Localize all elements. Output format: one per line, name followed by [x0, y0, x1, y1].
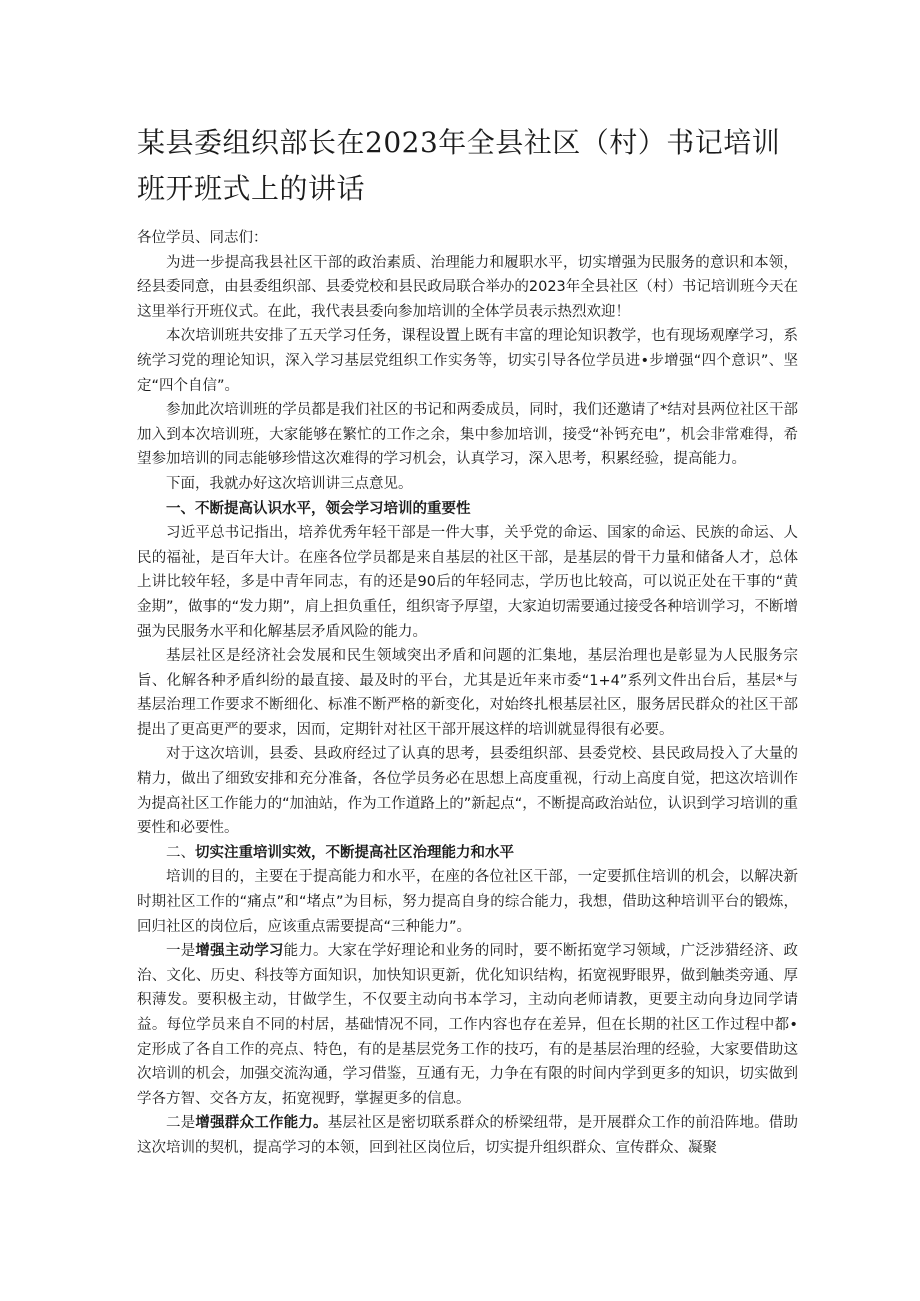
paragraph-participants: 参加此次培训班的学员都是我们社区的书记和两委成员，同时，我们还邀请了*结对县两位社区干部加入到本次培训班，大家能够在繁忙的工作之余，集中参加培训，接受“补钙充电”，机会非常难得，希望参加培训的同志能够珍惜这次难得的学习机会，认真学习，深入思考，积累经验，提高能力。 — [137, 402, 798, 468]
section-heading-2-number: 二、 — [166, 844, 195, 861]
paragraph-intro: 为进一步提高我县社区干部的政治素质、治理能力和履职水平，切实增强为民服务的意识和本领，经县委同意，由县委组织部、县委党校和县民政局联合举办的2023年全县社区（村）书记培训班今天在这里举行开班仪式。在此，我代表县委向参加培训的全体学员表示热烈欢迎！ — [137, 254, 798, 320]
paragraph-mass-work-ability — [137, 1111, 798, 1160]
paragraph-transition: 下面，我就办好这次培训讲三点意见。 — [166, 475, 413, 492]
learning-body: 能力。大家在学好理论和业务的同时，要不断拓宽学习领域，广泛涉猎经济、政治、文化、历史、科技等方面知识，加快知识更新，优化知识结构，拓宽视野眼界，做到触类旁通、厚积薄发。要积极主动，甘做学生，不仅要主动向书本学习，主动向老师请教，更要主动向身边同学请益。每位学员来自不同的村居，基础情况不同，工作内容也存在差异，但在长期的社区工作过程中都•定形成了各自工作的亮点、特色，有的是基层党务工作的技巧，有的是基层治理的经验，大家要借助这次培训的机会，加强交流沟通，学习借鉴，互通有无，力争在有限的时间内学到更多的知识，切实做到学各方智、交各方友，拓宽视野，掌握更多的信息。 — [137, 943, 799, 1107]
salutation: 各位学员、同志们： — [137, 230, 268, 246]
learning-emphasis: 增强主动学习 — [195, 943, 284, 960]
section-heading-1: 一、不断提高认识水平，领会学习培训的重要性 — [166, 500, 471, 517]
section-heading-2-text: 切实注重培训实效，不断提高社区治理能力和水平 — [195, 844, 514, 861]
mass-work-emphasis: 增强群众工作能力。 — [195, 1115, 328, 1132]
paragraph-section1-c: 对于这次培训，县委、县政府经过了认真的思考，县委组织部、县委党校、县民政局投入了大量的精力，做出了细致安排和充分准备，各位学员务必在思想上高度重视，行动上高度自觉，把这次培训作为提高社区工作能力的“加油站，作为工作道路上的”新起点“，不断提高政治站位，认识到学习培训的重要性和必要性。 — [137, 746, 798, 837]
mass-work-lead: 二是 — [166, 1115, 196, 1132]
section-heading-2 — [137, 841, 798, 866]
document-title: 某县委组织部长在2023年全县社区（村）书记培训班开班式上的讲话 — [137, 126, 781, 205]
learning-lead: 一是 — [166, 943, 196, 960]
paragraph-learning-ability — [137, 939, 798, 1111]
paragraph-schedule: 本次培训班共安排了五天学习任务，课程设置上既有丰富的理论知识教学，也有现场观摩学习，系统学习党的理论知识，深入学习基层党组织工作实务等，切实引导各位学员进•步增强“四个意识”、坚定“四个自信”。 — [137, 328, 798, 394]
paragraph-section2-a: 培训的目的，主要在于提高能力和水平，在座的各位社区干部，一定要抓住培训的机会，以解决新时期社区工作的“痛点”和“堵点”为目标，努力提高自身的综合能力，我想，借助这种培训平台的锻炼，回归社区的岗位后，应该重点需要提高“三种能力”。 — [137, 869, 798, 935]
mass-work-body: 基层社区是密切联系群众的桥梁纽带，是开展群众工作的前沿阵地。借助这次培训的契机，提高学习的本领，回到社区岗位后，切实提升组织群众、宣传群众、凝聚 — [137, 1115, 799, 1156]
paragraph-section1-b: 基层社区是经济社会发展和民生领域突出矛盾和问题的汇集地，基层治理也是彰显为人民服务宗旨、化解各种矛盾纠纷的最直接、最及时的平台，尤其是近年来市委“1+4”系列文件出台后，基层*与基层治理工作要求不断细化、标准不断严格的新变化，对始终扎根基层社区，服务居民群众的社区干部提出了更高更严的要求，因而，定期针对社区干部开展这样的培训就显得很有必要。 — [137, 648, 798, 738]
paragraph-section1-a: 习近平总书记指出，培养优秀年轻干部是一件大事，关乎党的命运、国家的命运、民族的命运、人民的福祉，是百年大计。在座各位学员都是来自基层的社区干部，是基层的骨干力量和储备人才，总体上讲比较年轻，多是中青年同志，有的还是90后的年轻同志，学历也比较高，可以说正处在干事的“黄金期”，做事的“发力期”，肩上担负重任，组织寄予厚望，大家迫切需要通过接受各种培训学习，不断增强为民服务水平和化解基层矛盾风险的能力。 — [137, 525, 798, 640]
